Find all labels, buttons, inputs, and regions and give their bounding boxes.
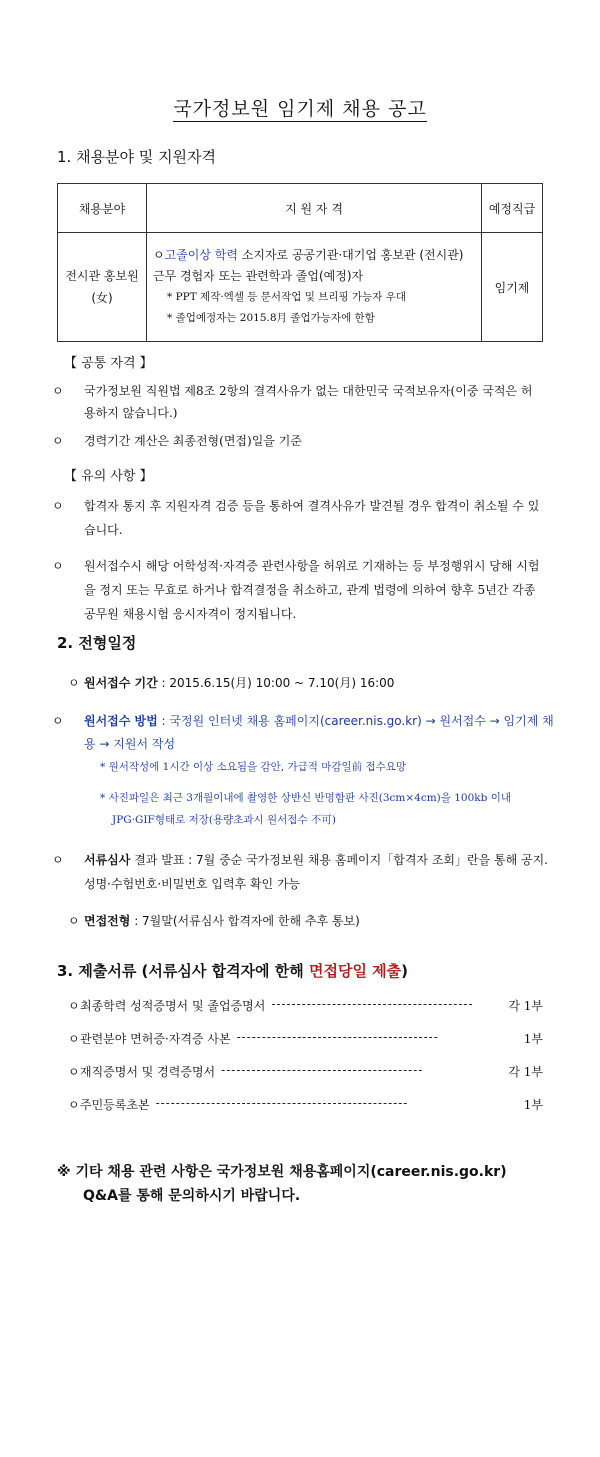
table-cell-field: 전시관 홍보원 (女) [58, 233, 147, 342]
section2-heading: 2. 전형일정 [57, 634, 137, 652]
schedule-interview: ㅇ 면접전형 : 7월말(서류심사 합격자에 한해 추후 통보) [68, 914, 360, 928]
caution-title: 【 유의 사항 】 [64, 469, 153, 484]
list-item: ㅇ 합격자 통지 후 지원자격 검증 등을 통하여 결격사유가 발견될 경우 합격이 취소될 수 있습니다. [52, 499, 540, 537]
list-item: ㅇ 원서접수시 해당 어학성적·자격증 관련사항을 허위로 기재하는 등 부정행위시 당해 시험을 정지 또는 무효로 하거나 합격결정을 취소하고, 관계 법령에 의하여 향후 5년간 각종 공무원 채용시험 응시자격이 정지됩니다. [52, 559, 540, 621]
table-header-grade: 예정직급 [482, 184, 543, 233]
qual-main: ㅇ고졸이상 학력 소지자로 공공기관·대기업 홍보관 (전시관) 근무 경험자 또는 관련학과 졸업(예정)자 [153, 248, 464, 283]
section1-heading: 1. 채용분야 및 지원자격 [57, 148, 217, 166]
list-item: ㅇ 경력기간 계산은 최종전형(면접)일을 기준 [52, 434, 302, 448]
doc-item-3: ㅇ 재직증명서 및 경력증명서 ---------------------------------------- 각 1부 [68, 1063, 543, 1079]
footer-note: ※ 기타 채용 관련 사항은 국가정보원 채용홈페이지(career.nis.go.kr) Q&A를 통해 문의하시기 바랍니다. [57, 1164, 507, 1204]
doc-item-1: ㅇ 최종학력 성적증명서 및 졸업증명서 ---------------------------------------- 각 1부 [68, 997, 543, 1013]
qual-note-1: * PPT 제작·엑셀 등 문서작업 및 브리핑 가능자 우대 [167, 291, 406, 303]
list-item: ㅇ 국가정보원 직원법 제8조 2항의 결격사유가 없는 대한민국 국적보유자(이중 국적은 허용하지 않습니다.) [52, 384, 533, 420]
method-note-2: * 사진파일은 최근 3개월이내에 촬영한 상반신 반명함판 사진(3cm×4cm)을 100kb 이내 JPG·GIF형태로 저장(용량초과시 원서접수 不可) [100, 792, 511, 826]
qual-highlight: 고졸이상 학력 [164, 248, 238, 262]
qual-note-2: * 졸업예정자는 2015.8月 졸업가능자에 한함 [167, 312, 375, 324]
table-cell-grade: 임기제 [482, 233, 543, 342]
common-qual-title: 【 공통 자격 】 [64, 356, 153, 371]
schedule-period: ㅇ 원서접수 기간 : 2015.6.15(月) 10:00 ~ 7.10(月) 16:00 [68, 676, 395, 690]
schedule-method: ㅇ 원서접수 방법 : 국정원 인터넷 채용 홈페이지(career.nis.go.kr) → 원서접수 → 임기제 채용 → 지원서 작성 [52, 714, 554, 751]
recruit-table [57, 183, 543, 342]
table-header-field: 채용분야 [58, 184, 147, 233]
common-qual-list [52, 380, 543, 452]
doc-item-2: ㅇ 관련분야 면허증·자격증 사본 ---------------------------------------- 1부 [68, 1030, 543, 1046]
table-header-qual: 지 원 자 격 [147, 184, 482, 233]
doc-item-4: ㅇ 주민등록초본 -------------------------------------------------- 1부 [68, 1096, 543, 1112]
section3-heading: 3. 제출서류 (서류심사 합격자에 한해 면접당일 제출) [57, 962, 408, 980]
method-note-1: * 원서작성에 1시간 이상 소요됨을 감안, 가급적 마감일前 접수요망 [100, 761, 407, 773]
page-title: 국가정보원 임기제 채용 공고 [173, 98, 427, 120]
schedule-doc-result: ㅇ 서류심사 결과 발표 : 7월 중순 국가정보원 채용 홈페이지「합격자 조회」란을 통해 공지. 성명·수험번호·비밀번호 입력후 확인 가능 [52, 853, 548, 891]
table-cell-qual [147, 233, 482, 342]
caution-list [52, 494, 543, 626]
